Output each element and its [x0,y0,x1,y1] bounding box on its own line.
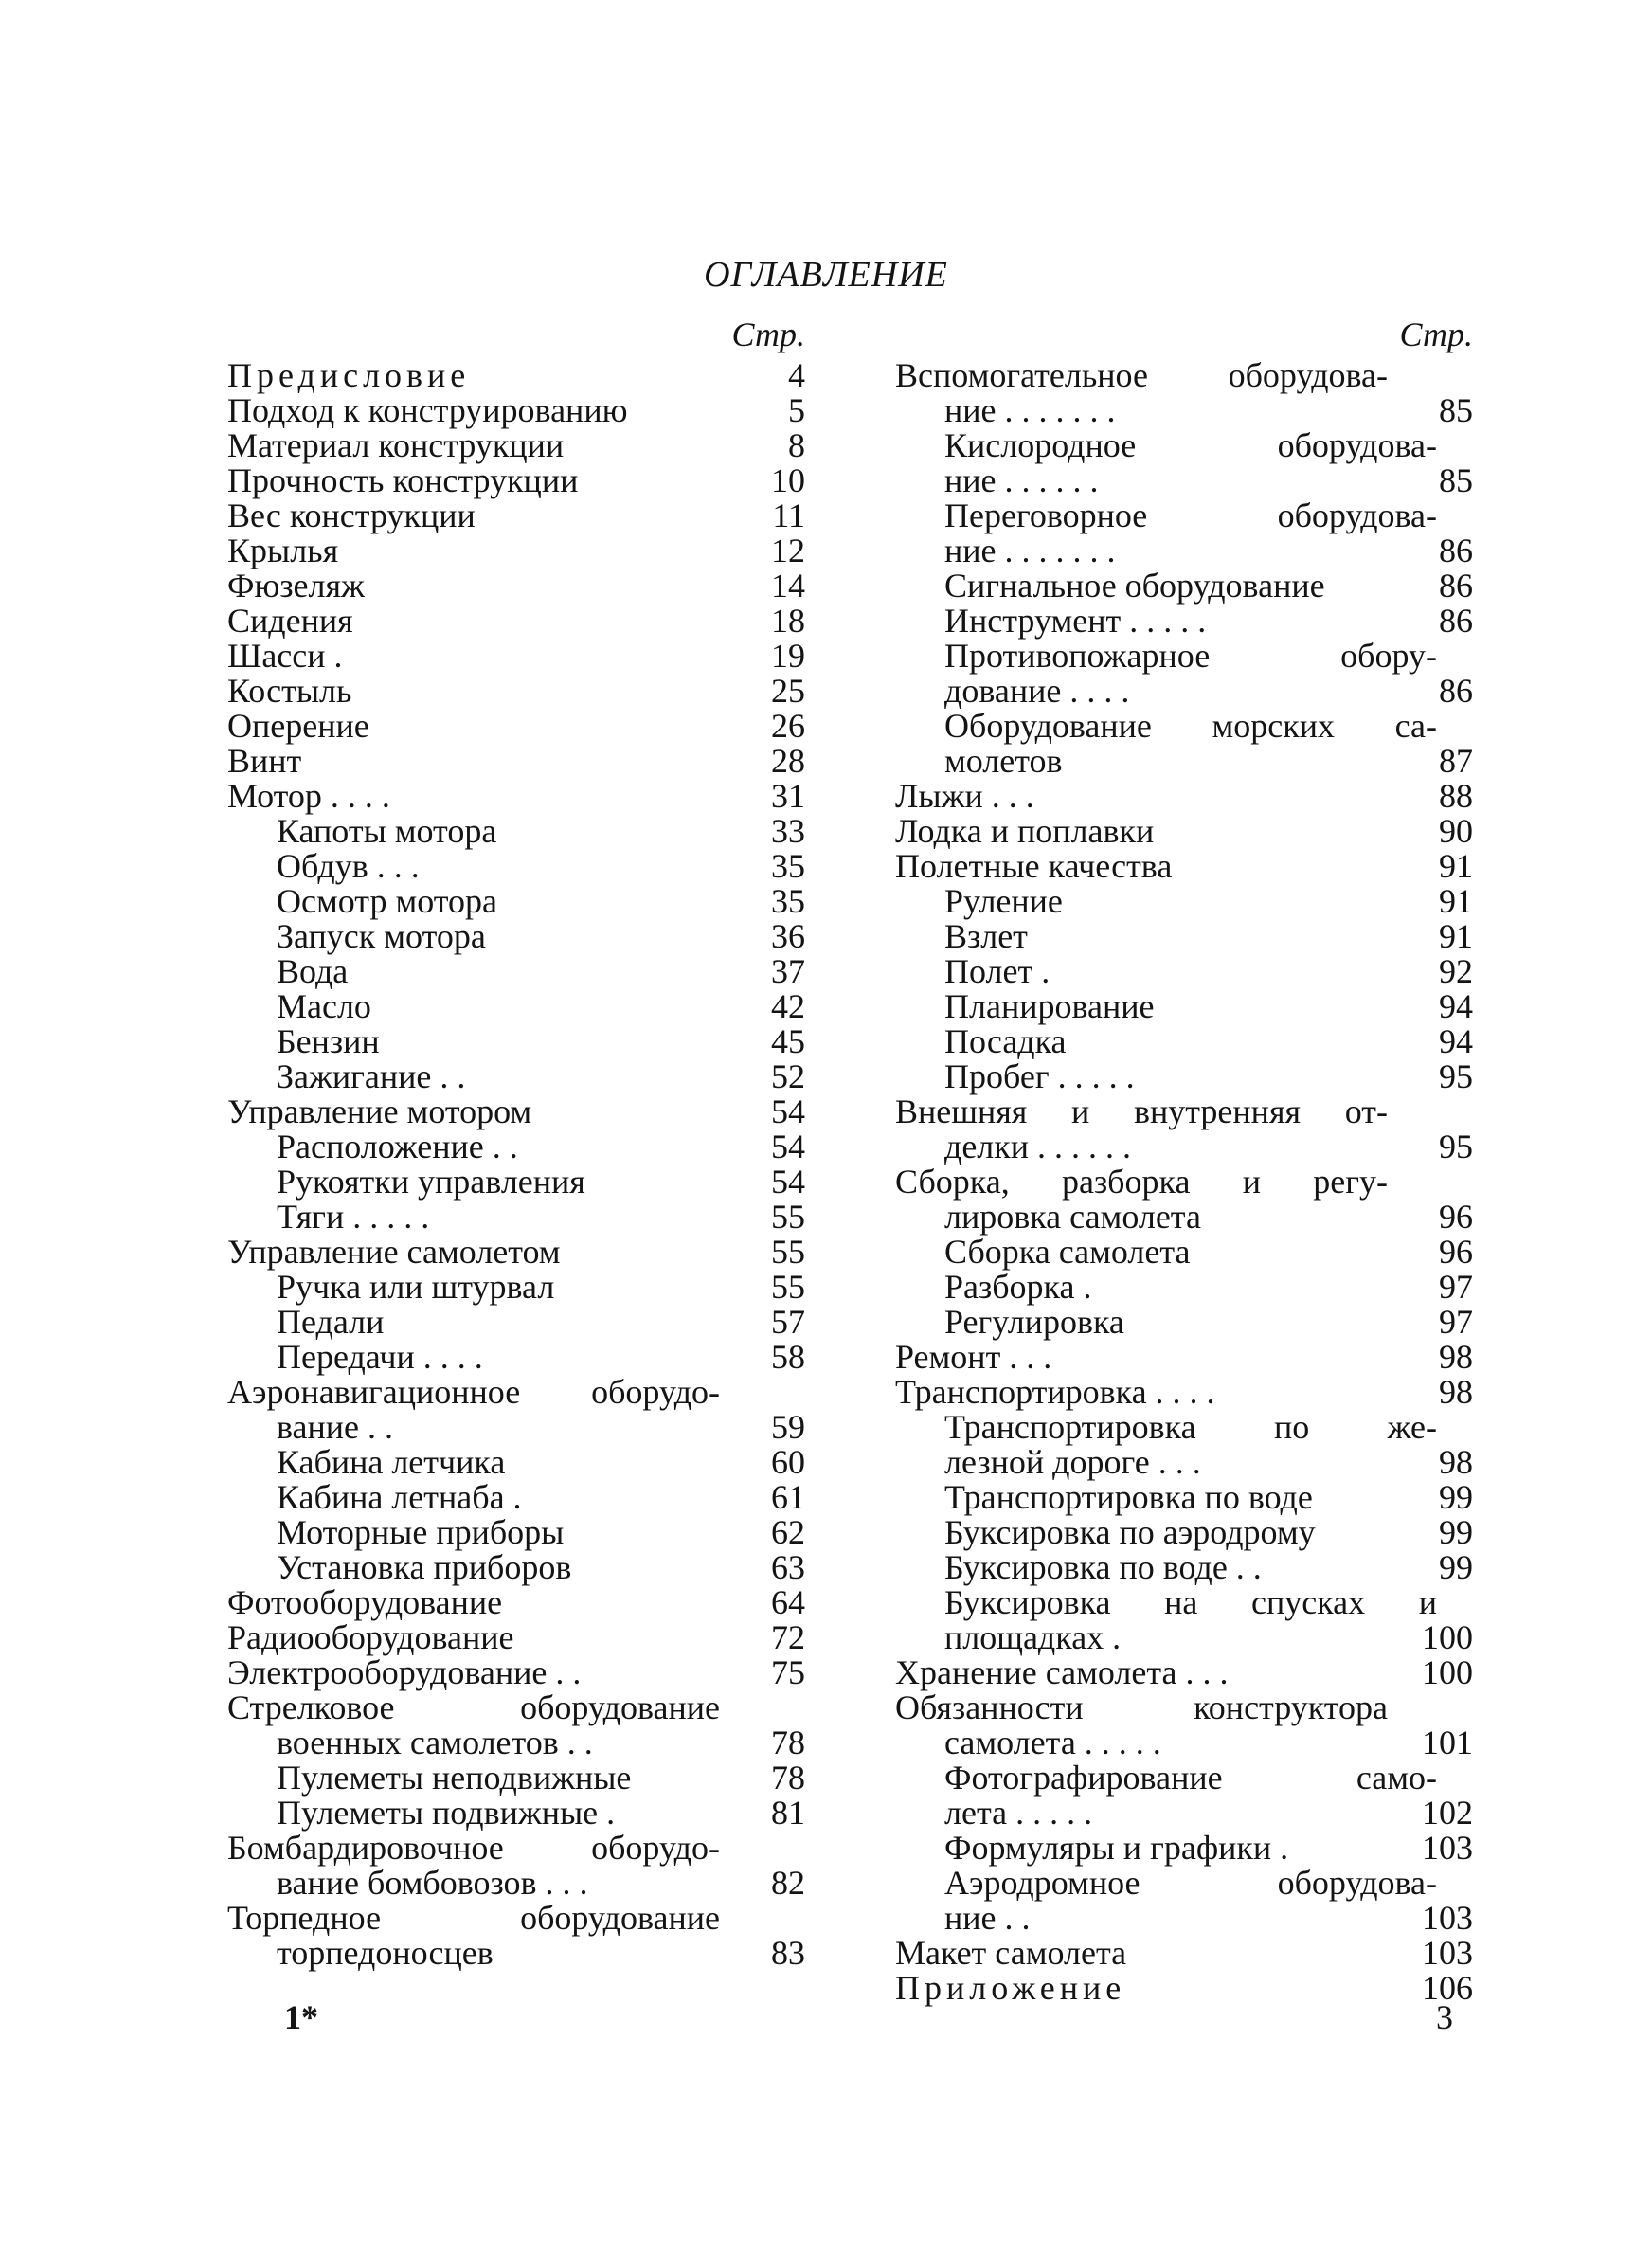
toc-entry-page: 54 [771,1092,805,1130]
toc-entry-title: Рукоятки управления [277,1163,585,1201]
toc-entry-title: Вода [277,952,349,990]
toc-entry-title: Передачи . . . . [277,1338,483,1376]
toc-entry-title: Оперение [227,707,369,745]
toc-entry-title: Буксировка по воде . . [944,1548,1262,1586]
toc-entry-title: Расположение . . [277,1128,518,1165]
toc-entry-title: Костыль [227,672,352,710]
toc-entry-title: Транспортировка . . . . [895,1373,1215,1411]
toc-entry-title: Полетные качества [895,847,1173,885]
toc-entry-page: 96 [1439,1198,1473,1236]
toc-entry-page: 62 [771,1513,805,1551]
page-column-header: Стр. [731,316,805,353]
toc-entry-title: Оборудование морских са- молетов [944,707,1437,780]
toc-entry-page: 63 [771,1548,805,1586]
toc-entry-title: Формуляры и графики . [944,1829,1289,1867]
toc-entry-title: Регулировка [944,1303,1124,1341]
toc-entry-page: 95 [1439,1128,1473,1165]
toc-entry-page: 31 [771,777,805,815]
toc-entry-page: 95 [1439,1057,1473,1095]
toc-entry-page: 99 [1439,1513,1473,1551]
toc-entry-title: Капоты мотора [277,812,497,850]
toc-entry-page: 55 [771,1268,805,1306]
toc-entry-title: Обязанности конструктора самолета . . . . . [895,1688,1388,1761]
toc-entry-page: 12 [771,532,805,569]
toc-entry-page: 91 [1439,882,1473,920]
toc-entry-page: 99 [1439,1548,1473,1586]
toc-entry-title: Буксировка по аэродрому [944,1513,1316,1551]
toc-entry-page: 19 [771,637,805,675]
toc-entry-page: 37 [771,952,805,990]
toc-entry-page: 106 [1422,1969,1473,2007]
page-title: ОГЛАВЛЕНИЕ [704,255,948,295]
toc-entry-page: 86 [1439,602,1473,640]
toc-entry-title: Обдув . . . [277,847,420,885]
toc-entry-page: 102 [1422,1794,1473,1832]
toc-entry-title: Внешняя и внутренняя от- делки . . . . . . [895,1092,1388,1165]
toc-entry-page: 26 [771,707,805,745]
toc-entry-page: 36 [771,917,805,955]
toc-entry-page: 64 [771,1583,805,1621]
toc-entry-page: 78 [771,1724,805,1761]
toc-entry-title: Хранение самолета . . . [895,1653,1229,1691]
toc-entry-title: Переговорное оборудова- ние . . . . . . . [944,497,1437,569]
toc-entry-title: Фотографирование само- лета . . . . . [944,1759,1437,1832]
toc-entry-page: 94 [1439,987,1473,1025]
toc-entry-title: Буксировка на спусках и площадках . [944,1583,1437,1656]
page-number: 3 [1436,1998,1453,2036]
toc-entry-title: Вес конструкции [227,497,476,534]
toc-entry-title: Винт [227,742,302,780]
toc-entry-title: Пробег . . . . . [944,1057,1135,1095]
toc-entry-page: 100 [1422,1653,1473,1691]
toc-entry-title: Разборка . [944,1268,1092,1306]
toc-entry-page: 57 [771,1303,805,1341]
toc-entry-title: Электрооборудование . . [227,1653,582,1691]
toc-entry-title: Вспомогательное оборудова- ние . . . . . . . [895,356,1388,429]
toc-entry-page: 11 [772,497,805,534]
toc-entry-title: Лодка и поплавки [895,812,1155,850]
toc-entry-title: Крылья [227,532,339,569]
toc-entry-page: 83 [771,1934,805,1972]
toc-entry-page: 100 [1422,1618,1473,1656]
toc-entry-title: Фюзеляж [227,567,365,605]
toc-entry-page: 18 [771,602,805,640]
toc-entry-title: Аэродромное оборудова- ние . . [944,1864,1437,1937]
toc-entry-title: Шасси . [227,637,343,675]
toc-entry-title: Зажигание . . [277,1057,466,1095]
toc-entry-title: Посадка [944,1022,1067,1060]
toc-entry-title: Транспортировка по воде [944,1478,1313,1516]
toc-entry-title: Кислородное оборудова- ние . . . . . . [944,426,1437,499]
toc-entry-title: Кабина летнаба . [277,1478,522,1516]
toc-entry-title: Пулеметы неподвижные [277,1759,632,1797]
toc-entry-page: 101 [1422,1724,1473,1761]
toc-entry-title: Мотор . . . . [227,777,390,815]
toc-entry-title: Приложение [895,1969,1126,2007]
toc-entry-page: 55 [771,1233,805,1271]
toc-entry-title: Радиооборудование [227,1618,514,1656]
toc-entry-page: 98 [1439,1338,1473,1376]
toc-entry-title: Бензин [277,1022,380,1060]
toc-entry-title: Предисловие [227,356,471,394]
toc-entry-page: 35 [771,882,805,920]
toc-entry-page: 86 [1439,672,1473,710]
toc-entry-page: 87 [1439,742,1473,780]
toc-entry-title: Взлет [944,917,1028,955]
toc-entry-page: 14 [771,567,805,605]
toc-entry-page: 58 [771,1338,805,1376]
toc-entry-title: Масло [277,987,371,1025]
toc-entry-page: 35 [771,847,805,885]
toc-entry-page: 61 [771,1478,805,1516]
toc-entry-title: Руление [944,882,1063,920]
toc-entry-title: Осмотр мотора [277,882,497,920]
toc-entry-title: Кабина летчика [277,1443,506,1481]
toc-entry-title: Инструмент . . . . . [944,602,1207,640]
toc-entry-page: 55 [771,1198,805,1236]
toc-entry-title: Стрелковое оборудование военных самолетов . . [227,1688,720,1761]
toc-entry-page: 25 [771,672,805,710]
toc-entry-page: 103 [1422,1829,1473,1867]
toc-entry-title: Управление самолетом [227,1233,561,1271]
toc-entry-title: Подход к конструированию [227,391,628,429]
toc-entry-title: Бомбардировочное оборудо- вание бомбовозов . . . [227,1829,720,1902]
toc-entry-title: Сидения [227,602,353,640]
toc-entry-page: 86 [1439,567,1473,605]
toc-entry-page: 99 [1439,1478,1473,1516]
toc-entry-page: 60 [771,1443,805,1481]
toc-entry-title: Прочность конструкции [227,461,579,499]
toc-entry-title: Установка приборов [277,1548,572,1586]
toc-entry-page: 96 [1439,1233,1473,1271]
toc-entry-title: Макет самолета [895,1934,1127,1972]
toc-entry-title: Транспортировка по же- лезной дороге . . . [944,1408,1437,1481]
toc-entry-page: 97 [1439,1303,1473,1341]
toc-entry-title: Торпедное оборудование торпедоносцев [227,1899,720,1972]
toc-entry-title: Педали [277,1303,385,1341]
toc-entry-page: 88 [1439,777,1473,815]
toc-entry-title: Сборка, разборка и регу- лировка самолета [895,1163,1388,1236]
toc-entry-page: 97 [1439,1268,1473,1306]
toc-entry-title: Управление мотором [227,1092,532,1130]
toc-entry-title: Сборка самолета [944,1233,1191,1271]
toc-entry-title: Ремонт . . . [895,1338,1052,1376]
toc-entry-page: 33 [771,812,805,850]
toc-entry-page: 85 [1439,461,1473,499]
toc-entry-title: Пулеметы подвижные . [277,1794,616,1832]
toc-entry-title: Тяги . . . . . [277,1198,430,1236]
toc-entry-page: 78 [771,1759,805,1797]
toc-entry-page: 103 [1422,1934,1473,1972]
toc-entry-page: 28 [771,742,805,780]
toc-entry-title: Сигнальное оборудование [944,567,1325,605]
toc-entry-page: 85 [1439,391,1473,429]
toc-entry-page: 91 [1439,847,1473,885]
toc-entry-title: Фотооборудование [227,1583,503,1621]
toc-entry-page: 92 [1439,952,1473,990]
toc-entry-page: 10 [771,461,805,499]
toc-entry-title: Ручка или штурвал [277,1268,555,1306]
toc-entry-page: 54 [771,1128,805,1165]
toc-entry-title: Материал конструкции [227,426,565,464]
toc-entry-page: 81 [771,1794,805,1832]
toc-entry-page: 59 [771,1408,805,1446]
toc-entry-page: 5 [788,391,805,429]
toc-entry-page: 72 [771,1618,805,1656]
toc-entry-page: 98 [1439,1443,1473,1481]
toc-entry-title: Моторные приборы [277,1513,565,1551]
toc-entry-title: Аэронавигационное оборудо- вание . . [227,1373,720,1446]
toc-entry-title: Планирование [944,987,1155,1025]
toc-entry-title: Противопожарное обору- дование . . . . [944,637,1437,710]
toc-entry-page: 54 [771,1163,805,1201]
toc-entry-page: 91 [1439,917,1473,955]
toc-entry-title: Лыжи . . . [895,777,1034,815]
toc-entry-page: 94 [1439,1022,1473,1060]
toc-entry-title: Запуск мотора [277,917,486,955]
toc-entry-title: Полет . [944,952,1050,990]
signature-mark: 1* [284,1998,318,2036]
toc-entry-page: 75 [771,1653,805,1691]
toc-entry-page: 86 [1439,532,1473,569]
toc-entry-page: 82 [771,1864,805,1902]
toc-entry-page: 45 [771,1022,805,1060]
toc-entry-page: 98 [1439,1373,1473,1411]
toc-entry-page: 90 [1439,812,1473,850]
toc-entry-page: 52 [771,1057,805,1095]
toc-entry-page: 42 [771,987,805,1025]
page-column-header: Стр. [1399,316,1473,353]
toc-entry-page: 4 [788,356,805,394]
toc-entry-page: 8 [788,426,805,464]
toc-entry-page: 103 [1422,1899,1473,1937]
